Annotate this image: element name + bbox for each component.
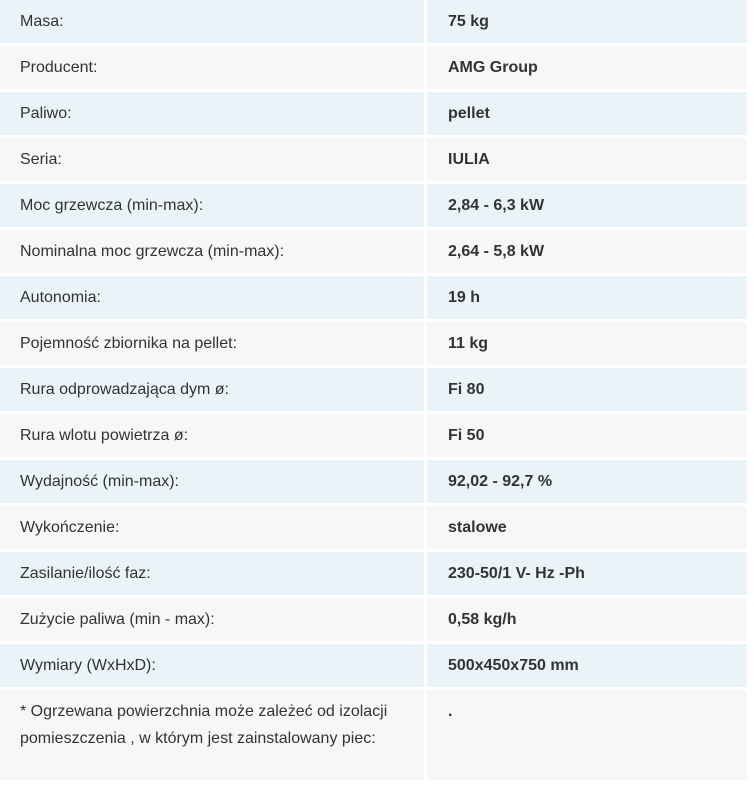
- table-row: [0, 183, 749, 229]
- table-row: [0, 597, 749, 643]
- table-row: [0, 413, 749, 459]
- spec-value: Fi 50: [426, 413, 749, 459]
- spec-value: 500x450x750 mm: [426, 643, 749, 689]
- spec-label: Nominalna moc grzewcza (min-max):: [0, 229, 426, 275]
- spec-label: Zasilanie/ilość faz:: [0, 551, 426, 597]
- spec-value: pellet: [426, 91, 749, 137]
- spec-label: Pojemność zbiornika na pellet:: [0, 321, 426, 367]
- table-row: [0, 505, 749, 551]
- table-row: [0, 367, 749, 413]
- spec-label: Paliwo:: [0, 91, 426, 137]
- spec-value: stalowe: [426, 505, 749, 551]
- table-row: [0, 275, 749, 321]
- table-row: [0, 137, 749, 183]
- spec-value: Fi 80: [426, 367, 749, 413]
- spec-label: Wydajność (min-max):: [0, 459, 426, 505]
- spec-value: AMG Group: [426, 45, 749, 91]
- table-row: [0, 643, 749, 689]
- spec-value: 92,02 - 92,7 %: [426, 459, 749, 505]
- spec-label: Rura wlotu powietrza ø:: [0, 413, 426, 459]
- table-row: [0, 321, 749, 367]
- spec-value: .: [426, 689, 749, 782]
- spec-value: 0,58 kg/h: [426, 597, 749, 643]
- spec-value: 2,84 - 6,3 kW: [426, 183, 749, 229]
- spec-label: * Ogrzewana powierzchnia może zależeć od izolacji pomieszczenia , w którym jest zainstalowany piec:: [0, 689, 426, 782]
- spec-value: 2,64 - 5,8 kW: [426, 229, 749, 275]
- spec-label: Rura odprowadzająca dym ø:: [0, 367, 426, 413]
- spec-label: Seria:: [0, 137, 426, 183]
- table-row: [0, 459, 749, 505]
- table-row: [0, 91, 749, 137]
- table-row: [0, 689, 749, 782]
- spec-value: 19 h: [426, 275, 749, 321]
- table-row: [0, 0, 749, 45]
- table-row: [0, 45, 749, 91]
- spec-label: Masa:: [0, 0, 426, 45]
- spec-value: IULIA: [426, 137, 749, 183]
- table-row: [0, 229, 749, 275]
- table-row: [0, 551, 749, 597]
- spec-value: 230-50/1 V- Hz -Ph: [426, 551, 749, 597]
- spec-value: 11 kg: [426, 321, 749, 367]
- spec-label: Wykończenie:: [0, 505, 426, 551]
- spec-label: Autonomia:: [0, 275, 426, 321]
- spec-label: Zużycie paliwa (min - max):: [0, 597, 426, 643]
- spec-label: Wymiary (WxHxD):: [0, 643, 426, 689]
- spec-value: 75 kg: [426, 0, 749, 45]
- spec-label: Producent:: [0, 45, 426, 91]
- spec-label: Moc grzewcza (min-max):: [0, 183, 426, 229]
